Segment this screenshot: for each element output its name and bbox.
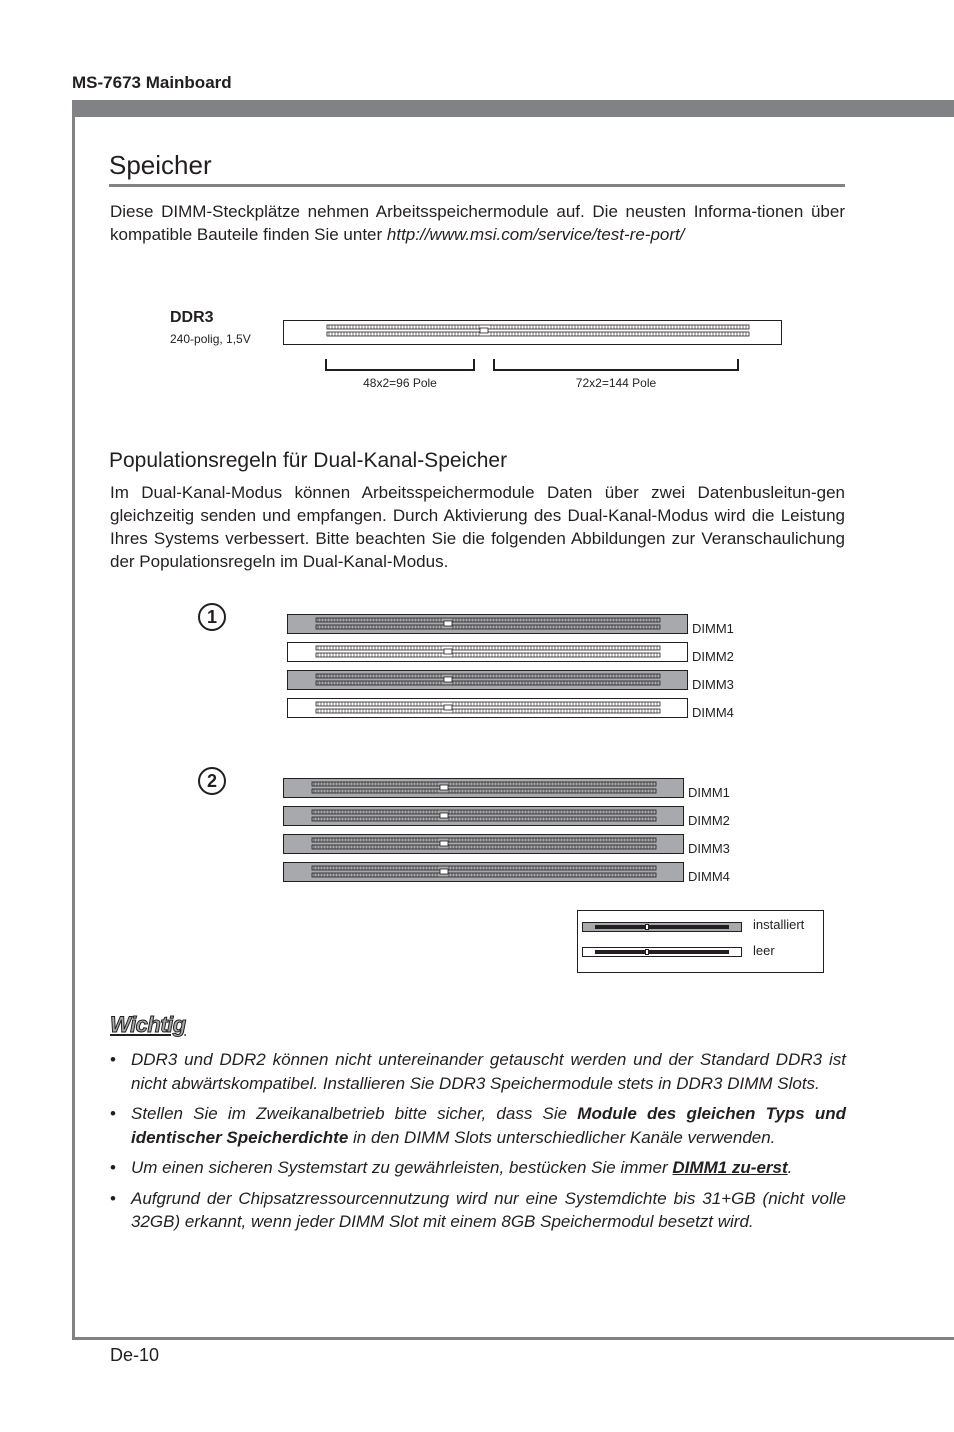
dimm-slot-dimm1 (283, 778, 684, 798)
dimm-pins (284, 779, 685, 799)
dimm-slot-dimm2 (287, 642, 688, 662)
frame-bottom-rule (72, 1337, 954, 1340)
bullet-icon: • (110, 1188, 116, 1208)
right-pin-bracket (493, 359, 739, 371)
legend (577, 910, 824, 973)
dimm-slot-label: DIMM3 (688, 841, 730, 856)
dimm-slot-label: DIMM3 (692, 677, 734, 692)
ddr3-module-diagram (283, 320, 782, 345)
header-bar (72, 100, 954, 117)
dimm-pins (284, 807, 685, 827)
dimm-slot-label: DIMM1 (692, 621, 734, 636)
important-item-text: Stellen Sie im Zweikanalbetrieb bitte sicher, dass Sie (131, 1104, 578, 1123)
legend-installed-label: installiert (753, 917, 805, 932)
bullet-icon: • (110, 1050, 116, 1069)
header-label: MS-7673 Mainboard (72, 73, 232, 92)
important-item-emphasis: DIMM1 zu-erst (672, 1158, 788, 1177)
frame-left-rule (72, 100, 75, 1340)
dimm-slot-label: DIMM2 (692, 649, 734, 664)
dimm-slot-label: DIMM1 (688, 785, 730, 800)
left-pin-count: 48x2=96 Pole (363, 376, 437, 390)
dimm-slot-label: DIMM2 (688, 813, 730, 828)
legend-empty-label: leer (753, 943, 775, 958)
dimm-pins (288, 615, 689, 635)
important-item (110, 1048, 846, 1095)
important-item-text: in den DIMM Slots unterschiedlicher Kanäle verwenden. (348, 1127, 776, 1147)
population-description: Im Dual-Kanal-Modus können Arbeitsspeichermodule Daten über zwei Datenbusleitun-gen gleichzeitig senden und empfangen. Durch Aktivierung des Dual-Kanal-Modus wird die Leistung Ihres Systems verbessert. Bitte beachten Sie die folgenden Abbildungen zur Veranschaulichung der Populationsregeln im Dual-Kanal-Modus. (110, 483, 845, 571)
config-2-number: 2 (198, 767, 226, 795)
important-item-text: DDR3 und DDR2 können nicht untereinander getauscht werden und der Standard DDR3 ist nicht abwärtskompatibel. Installieren Sie DDR3 Speichermodule stets in DDR3 DIMM Slots. (131, 1050, 846, 1093)
dimm-slot-label: DIMM4 (688, 869, 730, 884)
ddr3-label: DDR3 (170, 309, 214, 326)
dimm-pins (288, 643, 689, 663)
dimm-slot-dimm4 (287, 698, 688, 718)
dimm-slot-dimm3 (283, 834, 684, 854)
bullet-icon: • (110, 1158, 116, 1177)
important-item (110, 1156, 846, 1180)
dimm-slot-dimm3 (287, 670, 688, 690)
dimm-pins (284, 863, 685, 883)
important-item-text: . (787, 1158, 793, 1177)
important-item-text: Um einen sicheren Systemstart zu gewährleisten, bestücken Sie immer (131, 1158, 673, 1177)
dimm-slot-dimm2 (283, 806, 684, 826)
intro-paragraph (110, 200, 845, 246)
dimm-pins (288, 699, 689, 719)
legend-installed-swatch (582, 922, 742, 932)
left-pin-bracket (325, 359, 475, 371)
config-1-number: 1 (198, 603, 226, 631)
title-underline (109, 184, 845, 187)
legend-empty-swatch (582, 947, 742, 957)
important-item-text: Aufgrund der Chipsatzressourcennutzung wird nur eine Systemdichte bis 31+GB (nicht volle 32GB) erkannt, wenn jeder DIMM Slot mit einem 8GB Speichermodul besetzt wird. (131, 1188, 846, 1231)
dimm-slot-label: DIMM4 (692, 705, 734, 720)
right-pin-count: 72x2=144 Pole (575, 376, 657, 390)
important-item (110, 1102, 846, 1149)
important-title: Wichtig (110, 1012, 186, 1037)
dimm-pins (288, 671, 689, 691)
msi-test-report-link[interactable]: http://www.msi.com/service/test-re-port/ (386, 225, 685, 244)
important-item (110, 1187, 846, 1234)
ddr3-pin-rows (284, 321, 783, 346)
section-title: Speicher (109, 150, 212, 180)
page-number: De-10 (110, 1345, 160, 1365)
important-list (110, 1048, 846, 1241)
dimm-slot-dimm1 (287, 614, 688, 634)
dimm-slot-dimm4 (283, 862, 684, 882)
dimm-pins (284, 835, 685, 855)
intro-text: Diese DIMM-Steckplätze nehmen Arbeitsspeichermodule auf. Die neusten Informa-tionen über kompatible Bauteile finden Sie unter (110, 202, 845, 244)
important-item-emphasis: Module des gleichen Typs und identischer Speicherdichte (131, 1104, 846, 1147)
bullet-icon: • (110, 1104, 116, 1123)
ddr3-spec: 240-polig, 1,5V (170, 332, 251, 346)
population-subtitle: Populationsregeln für Dual-Kanal-Speicher (109, 449, 508, 472)
